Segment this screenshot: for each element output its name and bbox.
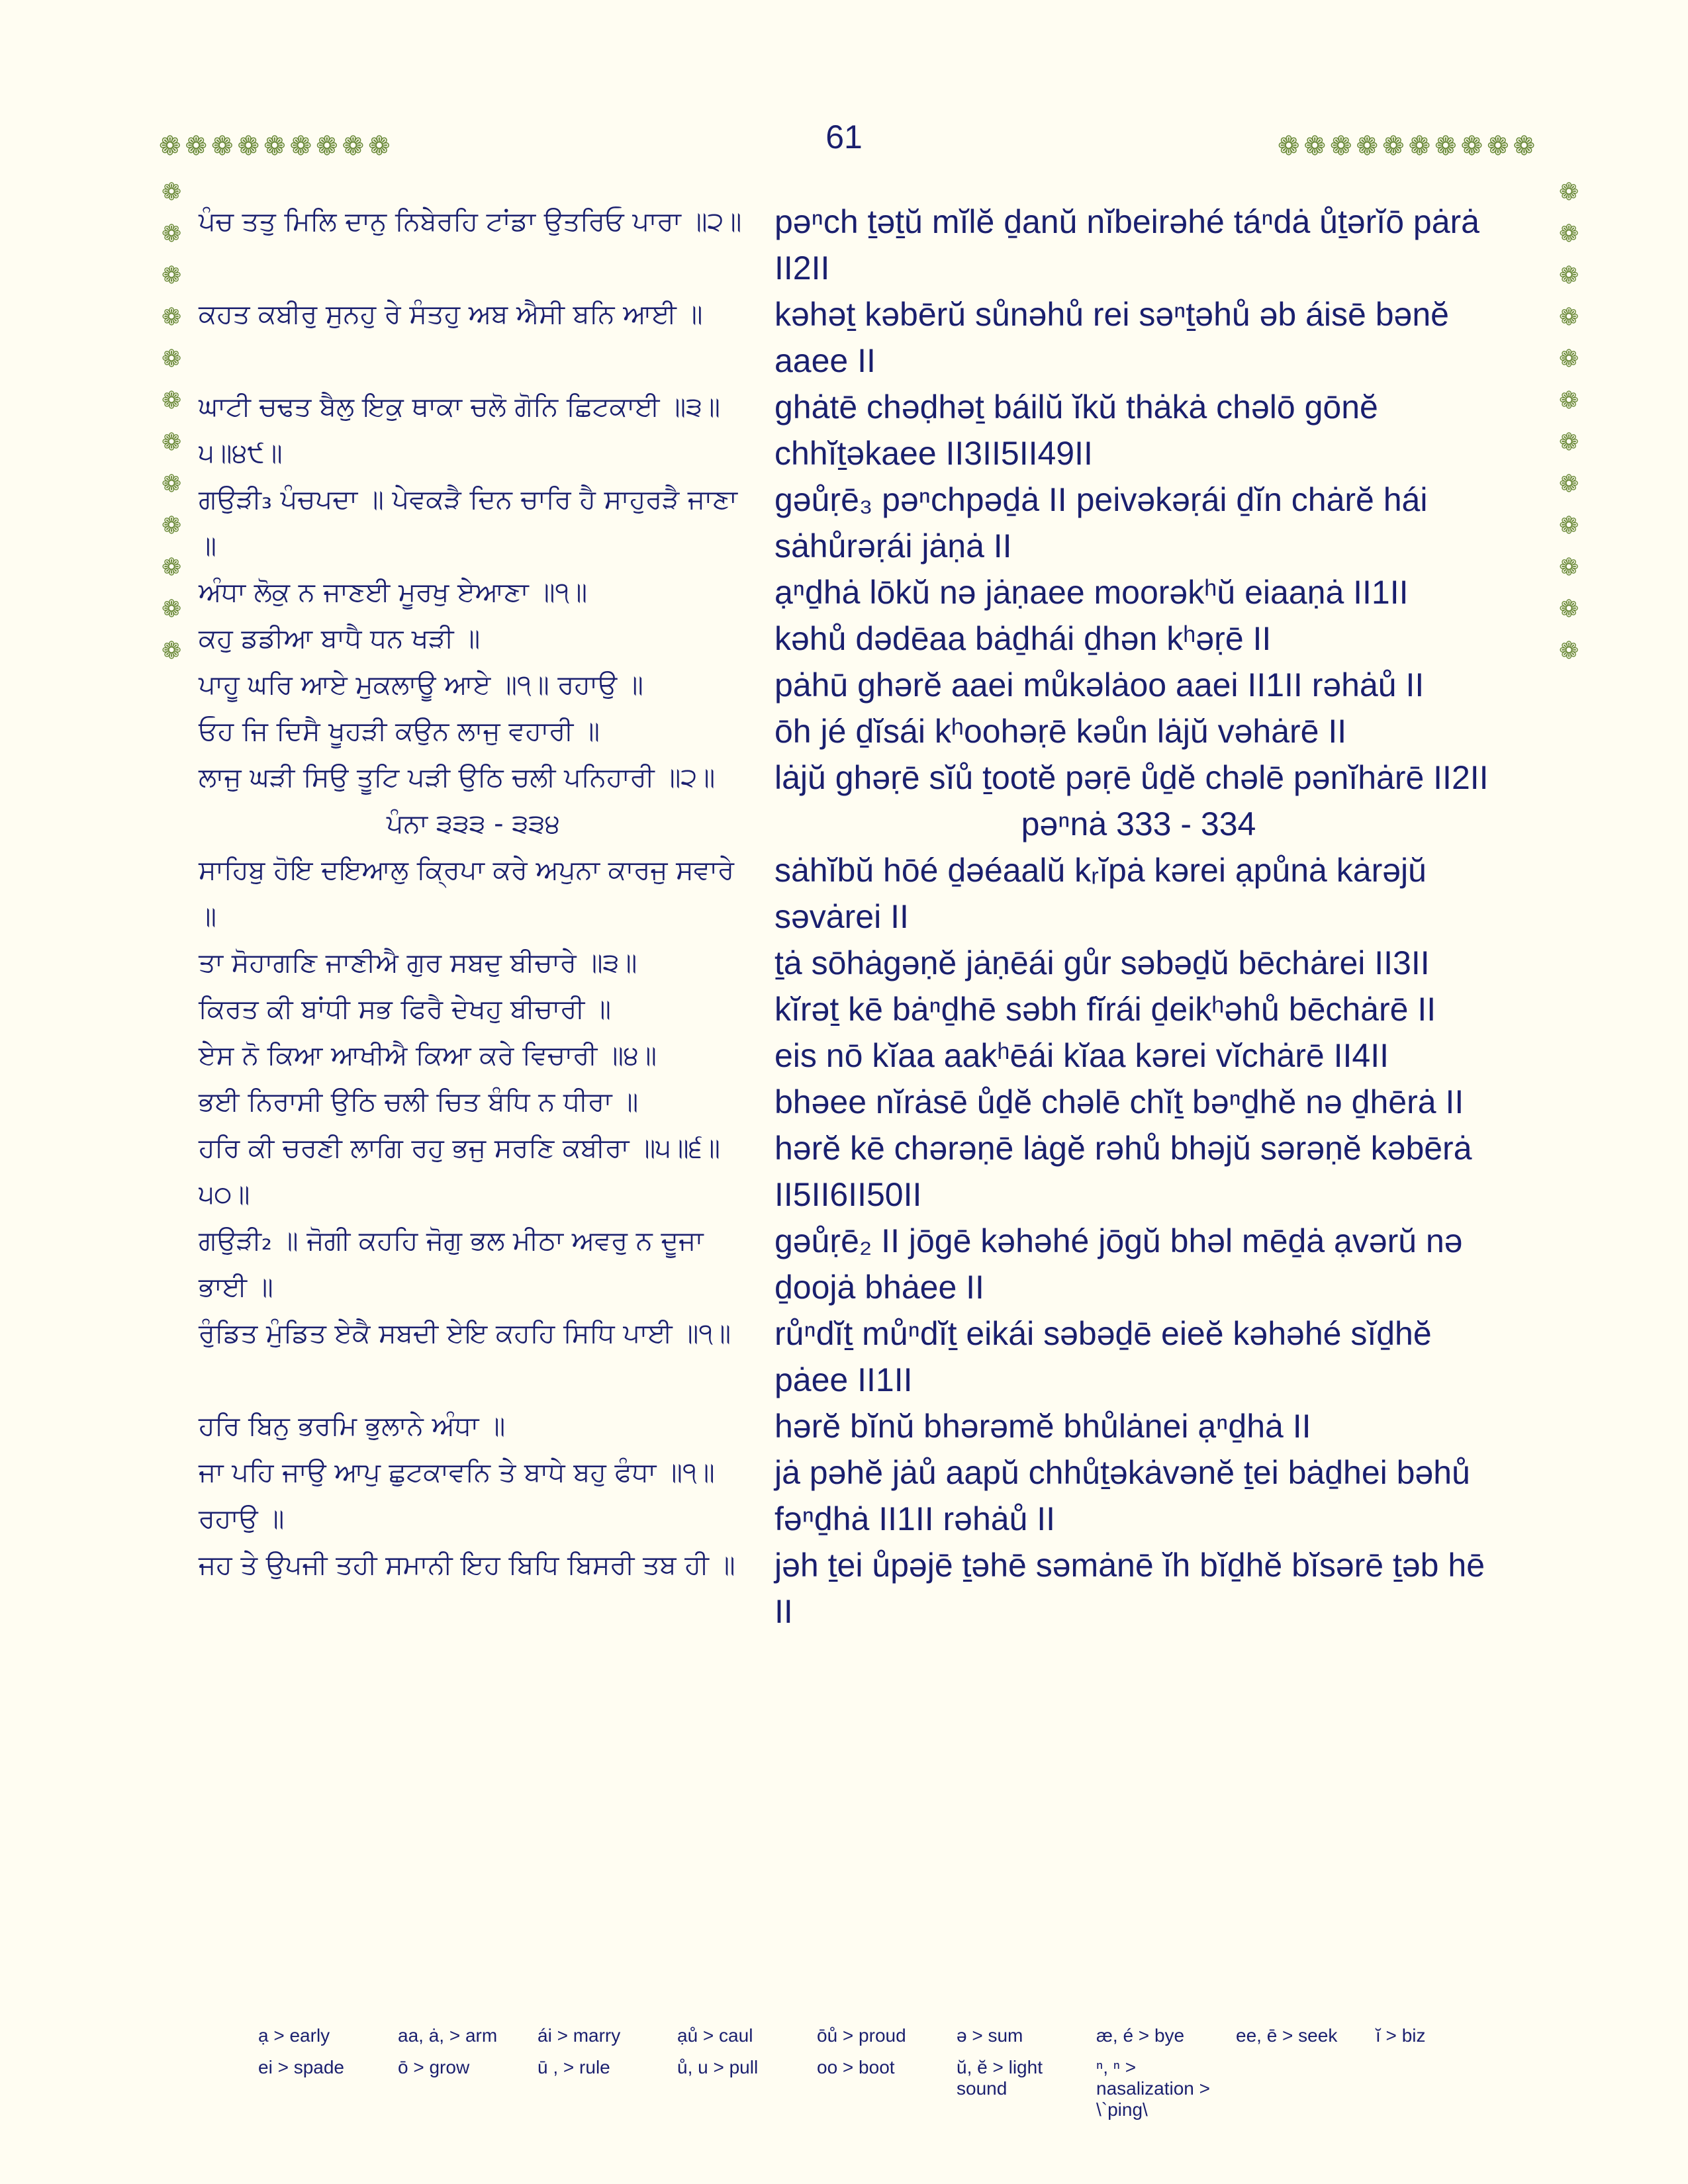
transliteration-text: jȧ pəhĕ jȧů aapŭ chhůṯəkȧvənĕ ṯei bȧḏhei bəhů fəⁿḏhȧ II1II rəhȧů II xyxy=(774,1454,1470,1537)
ornament-row-left: ❁❁❁❁❁❁❁❁❁ xyxy=(159,132,395,161)
transliteration-text: ghȧtē chəḍhəṯ báilŭ ĭkŭ thȧkȧ chəlō gōnĕ chhĭṯəkaee II3II5II49II xyxy=(774,388,1378,472)
gurmukhi-text: ਘਾਟੀ ਚਢਤ ਬੈਲੁ ਇਕੁ ਥਾਕਾ ਚਲੋ ਗੋਨਿ ਛਿਟਕਾਈ ॥੩॥੫॥੪੯॥ xyxy=(199,392,720,469)
transliteration-text: pəⁿch ṯəṯŭ mĭlĕ ḏanŭ nĭbeirəhé táⁿdȧ ůṯərĭō pȧrȧ II2II xyxy=(774,203,1479,287)
legend-item: ō > grow xyxy=(398,2057,470,2077)
legend-item: ái > marry xyxy=(538,2025,621,2046)
verse-row xyxy=(199,708,1556,754)
transliteration-text: ōh jé ḏĭsái kʰoohəṛē kəůn lȧjŭ vəhȧrē II xyxy=(774,713,1347,750)
gurmukhi-text: ਏਸ ਨੋ ਕਿਆ ਆਖੀਐ ਕਿਆ ਕਰੇ ਵਿਚਾਰੀ ॥੪॥ xyxy=(199,1040,657,1071)
transliteration-text: bhəee nĭrȧsē ůḏĕ chəlē chĭṯ bəⁿḏhĕ nə ḏhērȧ II xyxy=(774,1083,1464,1120)
ornament-column-right: ❁ ❁ ❁ ❁ ❁ ❁ ❁ ❁ ❁ ❁ ❁ ❁ xyxy=(1559,178,1579,664)
panna-heading-row xyxy=(199,801,1556,847)
verse-row xyxy=(199,1079,1556,1125)
legend-item: ee, ē > seek xyxy=(1236,2025,1338,2046)
gurmukhi-text: ਜਹ ਤੇ ਉਪਜੀ ਤਹੀ ਸਮਾਨੀ ਇਹ ਬਿਧਿ ਬਿਸਰੀ ਤਬ ਹੀ ॥ xyxy=(199,1550,735,1580)
transliteration-text: pȧhū ghərĕ aaei můkəlȧoo aaei II1II rəhȧů II xyxy=(774,666,1425,704)
gurmukhi-text: ਰੁੰਡਿਤ ਮੁੰਡਿਤ ਏਕੈ ਸਬਦੀ ਏਇ ਕਹਹਿ ਸਿਧਿ ਪਾਈ ॥੧॥ xyxy=(199,1318,731,1349)
verse-row xyxy=(199,384,1556,477)
legend-item: æ, é > bye xyxy=(1096,2025,1185,2046)
verse-row xyxy=(199,662,1556,708)
legend-item: ə > sum xyxy=(957,2025,1023,2046)
transliteration-text: pəⁿnȧ 333 - 334 xyxy=(1021,805,1256,842)
gurmukhi-text: ਪੰਨਾ ੩੩੩ - ੩੩੪ xyxy=(386,809,561,839)
gurmukhi-text: ਓਹ ਜਿ ਦਿਸੈ ਖੂਹੜੀ ਕਉਨ ਲਾਜੁ ਵਹਾਰੀ ॥ xyxy=(199,716,600,747)
gurmukhi-text: ਲਾਜੁ ਘੜੀ ਸਿਉ ਤੂਟਿ ਪੜੀ ਉਠਿ ਚਲੀ ਪਨਿਹਾਰੀ ॥੨॥ xyxy=(199,762,716,793)
gurmukhi-text: ਕਹਤ ਕਬੀਰੁ ਸੁਨਹੁ ਰੇ ਸੰਤਹੁ ਅਬ ਐਸੀ ਬਨਿ ਆਈ ॥ xyxy=(199,299,703,330)
verse-row xyxy=(199,1403,1556,1449)
verse-row xyxy=(199,1032,1556,1079)
verse-row xyxy=(199,940,1556,986)
legend-item: ů, u > pull xyxy=(677,2057,759,2077)
transliteration-text: jəh ṯei ůpəjē ṯəhē səmȧnē ĭh bĭḏhĕ bĭsərē ṯəb hē II xyxy=(774,1547,1485,1630)
gurmukhi-text: ਹਰਿ ਬਿਨੁ ਭਰਮਿ ਭੁਲਾਨੇ ਅੰਧਾ ॥ xyxy=(199,1411,506,1441)
transliteration-text: kəhů dədēaa bȧḏhái ḏhən kʰəṛē II xyxy=(774,620,1272,657)
transliteration-text: ạⁿḏhȧ lōkŭ nə jȧṇaee moorəkʰŭ eiaaṇȧ II1II xyxy=(774,574,1409,611)
page-number: 61 xyxy=(825,118,863,156)
transliteration-text: lȧjŭ ghəṛē sĭů ṯootĕ pəṛē ůḏĕ chəlē pənĭhȧrē II2II xyxy=(774,759,1489,796)
gurmukhi-text: ਜਾ ਪਹਿ ਜਾਉ ਆਪੁ ਛੁਟਕਾਵਨਿ ਤੇ ਬਾਧੇ ਬਹੁ ਫੰਧਾ ॥੧॥ ਰਹਾਉ ॥ xyxy=(199,1457,715,1534)
gurmukhi-text: ਭਈ ਨਿਰਾਸੀ ਉਠਿ ਚਲੀ ਚਿਤ ਬੰਧਿ ਨ ਧੀਰਾ ॥ xyxy=(199,1087,639,1117)
verse-row xyxy=(199,754,1556,801)
ornament-column-left: ❁ ❁ ❁ ❁ ❁ ❁ ❁ ❁ ❁ ❁ ❁ ❁ xyxy=(162,178,182,664)
legend-item: ĭ > biz xyxy=(1376,2025,1426,2046)
gurmukhi-text: ਕਹੁ ਡਡੀਆ ਬਾਧੈ ਧਨ ਖੜੀ ॥ xyxy=(199,623,481,654)
verse-row xyxy=(199,1542,1556,1635)
legend-item: ⁿ, ⁿ > nasalization > \`ping\ xyxy=(1096,2057,1211,2120)
transliteration-text: hərĕ bĭnŭ bhərəmĕ bhůlȧnei ạⁿḏhȧ II xyxy=(774,1408,1311,1445)
verse-row xyxy=(199,1125,1556,1218)
gurmukhi-text: ਗਉੜੀ₃ ਪੰਚਪਦਾ ॥ ਪੇਵਕੜੈ ਦਿਨ ਚਾਰਿ ਹੈ ਸਾਹੁਰੜੈ ਜਾਣਾ ॥ xyxy=(199,484,737,561)
gurmukhi-text: ਹਰਿ ਕੀ ਚਰਣੀ ਲਾਗਿ ਰਹੁ ਭਜੁ ਸਰਣਿ ਕਬੀਰਾ ॥੫॥੬॥੫੦॥ xyxy=(199,1133,720,1210)
legend-item: ōů > proud xyxy=(817,2025,906,2046)
legend-item: ạ > early xyxy=(258,2025,330,2046)
gurmukhi-text: ਤਾ ਸੋਹਾਗਣਿ ਜਾਣੀਐ ਗੁਰ ਸਬਦੁ ਬੀਚਾਰੇ ॥੩॥ xyxy=(199,948,637,978)
legend-row xyxy=(258,2025,1516,2046)
verse-row xyxy=(199,1310,1556,1403)
transliteration-text: gəůṛē₂ II jōgē kəhəhé jōgŭ bhəl mēḏȧ ạvərŭ nə ḏoojȧ bhȧee II xyxy=(774,1222,1463,1306)
gurmukhi-text: ਕਿਰਤ ਕੀ ਬਾਂਧੀ ਸਭ ਫਿਰੈ ਦੇਖਹੁ ਬੀਚਾਰੀ ॥ xyxy=(199,994,611,1024)
verse-row xyxy=(199,1449,1556,1542)
transliteration-text: růⁿdĭṯ můⁿdĭṯ eikái səbəḏē eieĕ kəhəhé sĭḏhĕ pȧee II1II xyxy=(774,1315,1432,1398)
verse-row xyxy=(199,986,1556,1032)
transliteration-text: ṯȧ sōhȧgəṇĕ jȧṇēái gůr səbəḏŭ bēchȧrei II3II xyxy=(774,944,1430,981)
transliteration-text: gəůṛē₃ pəⁿchpəḏȧ II peivəkəṛái ḏĭn chȧrĕ hái sȧhůrəṛái jȧṇȧ II xyxy=(774,481,1428,565)
verse-row xyxy=(199,199,1556,291)
transliteration-text: hərĕ kē chərəṇē lȧgĕ rəhů bhəjŭ sərəṇĕ kəbērȧ II5II6II50II xyxy=(774,1130,1472,1213)
ornament-row-right: ❁❁❁❁❁❁❁❁❁❁ xyxy=(1278,132,1540,161)
gurmukhi-text: ਸਾਹਿਬੁ ਹੋਇ ਦਇਆਲੁ ਕ੍ਰਿਪਾ ਕਰੇ ਅਪੁਨਾ ਕਾਰਜੁ ਸਵਾਰੇ ॥ xyxy=(199,855,735,932)
pronunciation-legend xyxy=(258,2025,1516,2131)
gurmukhi-text: ਗਉੜੀ₂ ॥ ਜੋਗੀ ਕਹਹਿ ਜੋਗੁ ਭਲ ਮੀਠਾ ਅਵਰੁ ਨ ਦੂਜਾ ਭਾਈ ॥ xyxy=(199,1226,704,1302)
legend-item: ū , > rule xyxy=(538,2057,610,2077)
transliteration-text: kĭrəṯ kē bȧⁿḏhē səbh fĭrái ḏeikʰəhů bēchȧrē II xyxy=(774,991,1436,1028)
verse-row xyxy=(199,847,1556,940)
legend-item: oo > boot xyxy=(817,2057,895,2077)
legend-item: aa, ȧ, > arm xyxy=(398,2025,498,2046)
verse-row xyxy=(199,569,1556,615)
transliteration-text: eis nō kĭaa aakʰēái kĭaa kərei vĭchȧrē II4II xyxy=(774,1037,1389,1074)
gurmukhi-text: ਪੰਚ ਤਤੁ ਮਿਲਿ ਦਾਨੁ ਨਿਬੇਰਹਿ ਟਾਂਡਾ ਉਤਰਿਓ ਪਾਰਾ ॥੨॥ xyxy=(199,206,742,237)
verse-table xyxy=(199,199,1556,1635)
legend-row xyxy=(258,2057,1516,2120)
transliteration-text: sȧhĭbŭ hōé ḏəéaalŭ kᵣĭpȧ kərei ạpůnȧ kȧrəjŭ səvȧrei II xyxy=(774,852,1427,935)
gurmukhi-text: ਪਾਹੂ ਘਰਿ ਆਏ ਮੁਕਲਾਊ ਆਏ ॥੧॥ ਰਹਾਉ ॥ xyxy=(199,670,643,700)
gurmukhi-text: ਅੰਧਾ ਲੋਕੁ ਨ ਜਾਣਈ ਮੂਰਖੁ ਏਆਣਾ ॥੧॥ xyxy=(199,577,588,608)
verse-row xyxy=(199,1218,1556,1310)
legend-item: ŭ, ĕ > light sound xyxy=(957,2057,1043,2099)
verse-row xyxy=(199,615,1556,662)
transliteration-text: kəhəṯ kəbērŭ sůnəhů rei səⁿṯəhů əb áisē bənĕ aaee II xyxy=(774,296,1449,379)
legend-item: ei > spade xyxy=(258,2057,344,2077)
verse-row xyxy=(199,477,1556,569)
legend-item: ạů > caul xyxy=(677,2025,753,2046)
verse-row xyxy=(199,291,1556,384)
